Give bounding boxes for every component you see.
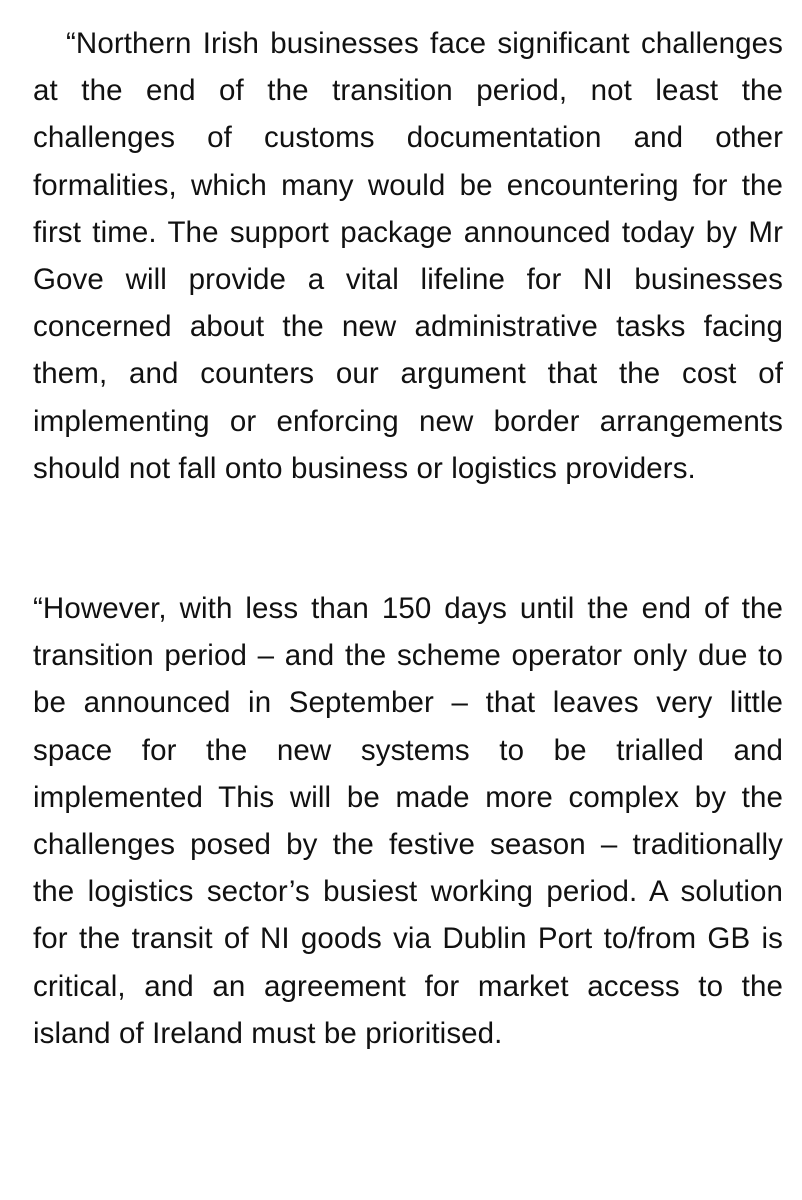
paragraph-2: “However, with less than 150 days until the end of the transition period – and the scheme operator only due to be announced in September – that leaves very little space for the new systems to be trialled and implemented This will be made more complex by the challenges posed by the festive season – traditionally the logistics sector’s busiest working period. A solution for the transit of NI goods via Dublin Port to/from GB is critical, and an agreement for market access to the island of Ireland must be prioritised. [33,592,783,1050]
document-body [33,20,783,1057]
paragraph-1: “Northern Irish businesses face significant challenges at the end of the transition period, not least the challenges of customs documentation and other formalities, which many would be encountering for the first time. The support package announced today by Mr Gove will provide a vital lifeline for NI businesses concerned about the new administrative tasks facing them, and counters our argument that the cost of implementing or enforcing new border arrangements should not fall onto business or logistics providers. [33,27,783,485]
